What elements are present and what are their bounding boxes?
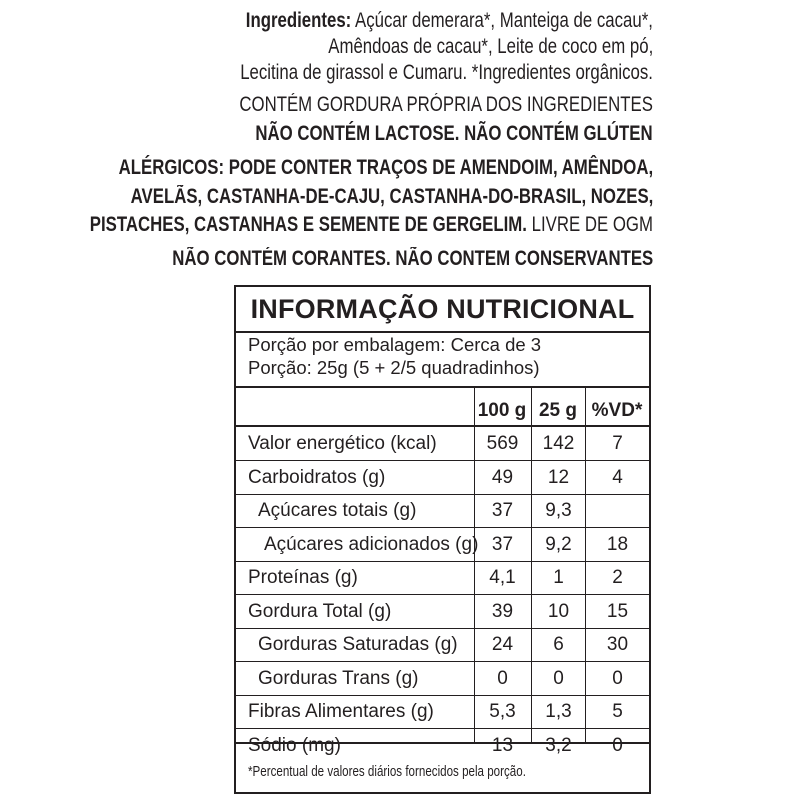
value-100g: 24 — [491, 634, 514, 655]
table-row — [236, 427, 649, 460]
ingredients-label: Ingredientes: — [245, 9, 352, 32]
value-25g: 0 — [553, 667, 564, 689]
notice-alergicos-1 — [0, 156, 653, 180]
value-25g: 3,2 — [545, 734, 572, 756]
value-vd — [586, 494, 649, 527]
table-row — [236, 528, 649, 561]
value-100g: 4,1 — [489, 567, 516, 588]
header-25g: 25 g — [538, 400, 578, 421]
notice-corantes-text: NÃO CONTÉM CORANTES. NÃO CONTEM CONSERVANTES — [172, 247, 653, 270]
value-vd: 5 — [612, 701, 623, 722]
nutrient-label: Sódio (mg) — [248, 734, 341, 756]
value-25g: 12 — [547, 466, 570, 488]
value-25g: 9,3 — [545, 500, 572, 521]
table-row — [236, 494, 649, 527]
value-25g: 1,3 — [545, 701, 572, 722]
value-vd: 18 — [606, 533, 629, 555]
ingredients-line-3 — [137, 61, 653, 85]
value-100g: 39 — [491, 600, 514, 622]
notice-ogm: LIVRE DE OGM — [531, 213, 653, 236]
header-100g: 100 g — [477, 400, 527, 421]
nutrient-label: Açúcares adicionados (g) — [264, 533, 479, 555]
notice-alergicos-1-text: ALÉRGICOS: PODE CONTER TRAÇOS DE AMENDOIM, AMÊNDOA, — [118, 156, 653, 179]
table-row — [236, 662, 649, 695]
value-100g: 0 — [497, 667, 508, 689]
nutrient-label: Açúcares totais (g) — [258, 500, 417, 521]
notice-gordura-text: CONTÉM GORDURA PRÓPRIA DOS INGREDIENTES — [239, 93, 653, 116]
value-100g: 49 — [491, 466, 514, 488]
nutrition-table — [234, 285, 651, 794]
value-vd: 4 — [612, 466, 623, 488]
value-100g: 569 — [486, 433, 519, 454]
footnote — [248, 764, 595, 780]
table-row — [236, 628, 649, 661]
nutrition-title: INFORMAÇÃO NUTRICIONAL — [250, 294, 635, 324]
ingredients-text-2: Amêndoas de cacau*, Leite de coco em pó, — [327, 35, 653, 58]
nutrient-label: Gorduras Trans (g) — [258, 667, 419, 689]
ingredients-line-1 — [144, 9, 653, 33]
table-row — [236, 595, 649, 628]
value-100g: 37 — [491, 533, 514, 555]
value-vd: 0 — [612, 734, 623, 756]
value-25g: 10 — [547, 600, 570, 622]
table-row — [236, 695, 649, 728]
notice-alergicos-2 — [0, 185, 653, 209]
notice-alergicos-3-text: PISTACHES, CASTANHAS E SEMENTE DE GERGELIM. — [89, 213, 527, 236]
notice-gordura — [136, 93, 653, 117]
notice-lactose-gluten-text: NÃO CONTÉM LACTOSE. NÃO CONTÉM GLÚTEN — [255, 122, 653, 145]
notice-lactose-gluten — [156, 122, 653, 146]
ingredients-text-3: Lecitina de girassol e Cumaru. *Ingredientes orgânicos. — [240, 61, 653, 84]
value-25g: 6 — [553, 634, 564, 655]
value-25g: 9,2 — [545, 533, 572, 555]
value-25g: 1 — [553, 567, 564, 588]
header-vd: %VD* — [591, 400, 643, 421]
portion-size: Porção: 25g (5 + 2/5 quadradinhos) — [248, 357, 540, 378]
notice-alergicos-3 — [0, 213, 653, 237]
value-100g: 13 — [491, 734, 514, 756]
value-vd: 30 — [606, 634, 629, 655]
portion-per-package: Porção por embalagem: Cerca de 3 — [248, 334, 542, 355]
value-100g: 5,3 — [489, 701, 516, 722]
ingredients-line-2 — [247, 35, 653, 59]
nutrient-label: Proteínas (g) — [248, 567, 358, 588]
nutrient-label: Fibras Alimentares (g) — [248, 701, 434, 722]
nutrient-label: Valor energético (kcal) — [248, 433, 437, 454]
ingredients-text-1: Açúcar demerara*, Manteiga de cacau*, — [355, 9, 653, 32]
notice-alergicos-2-text: AVELÃS, CASTANHA-DE-CAJU, CASTANHA-DO-BRASIL, NOZES, — [130, 185, 653, 208]
value-vd: 15 — [606, 600, 629, 622]
table-header-row — [236, 394, 649, 427]
nutrient-label: Gorduras Saturadas (g) — [258, 634, 458, 655]
value-vd: 0 — [612, 667, 623, 689]
value-vd: 2 — [612, 567, 623, 588]
table-row — [236, 561, 649, 594]
table-row — [236, 461, 649, 494]
table-row — [236, 729, 649, 762]
divider — [236, 331, 649, 333]
value-vd: 7 — [612, 433, 623, 454]
value-100g: 37 — [491, 500, 514, 521]
notice-corantes — [52, 247, 653, 271]
divider — [236, 742, 649, 744]
footnote-text: *Percentual de valores diários fornecidos pela porção. — [248, 764, 526, 780]
nutrient-label: Carboidratos (g) — [248, 466, 386, 488]
nutrient-label: Gordura Total (g) — [248, 600, 392, 622]
divider — [236, 386, 649, 388]
value-25g: 142 — [542, 433, 575, 454]
